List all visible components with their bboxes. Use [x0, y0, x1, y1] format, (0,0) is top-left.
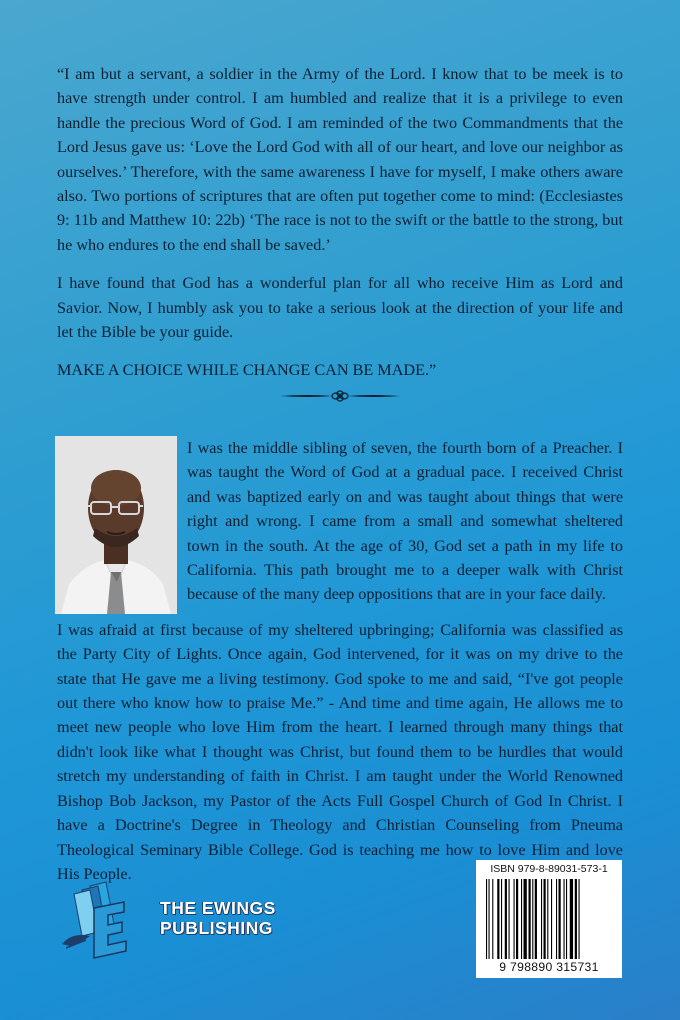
- publisher-logo: [60, 880, 310, 970]
- barcode-digits: 9 798890 315731: [499, 960, 599, 974]
- quote-paragraph-2: I have found that God has a wonderful plan for all who receive Him as Lord and Savior. Now, I humbly ask you to take a serious look at the direction of your life and let the Bible be your guide.: [57, 274, 623, 342]
- isbn-barcode: [476, 860, 622, 978]
- book-quill-icon: [60, 880, 160, 970]
- author-bio: [57, 436, 623, 897]
- publisher-name-line-1: THE EWINGS: [160, 898, 276, 918]
- back-cover-quote: [57, 62, 623, 397]
- quote-paragraph-3: MAKE A CHOICE WHILE CHANGE CAN BE MADE.”: [57, 361, 437, 380]
- barcode-bars: [484, 879, 614, 959]
- publisher-name-line-2: PUBLISHING: [160, 918, 273, 938]
- ornamental-divider: [278, 388, 402, 404]
- quote-paragraph-1: “I am but a servant, a soldier in the Army of the Lord. I know that to be meek is to have strength under control. I am humbled and realize that it is a privilege to even handle the precious Word of God. I am reminded of the two Commandments that the Lord Jesus gave us: ‘Love the Lord God with all of our heart, and love our neighbor as ourselves.’ Therefore, with the same awareness I have for myself, I make others aware also. Two portions of scriptures that are often put together come to mind: (Ecclesiastes 9: 11b and Matthew 10: 22b) ‘The race is not to the swift or the battle to the strong, but he who endures to the end shall be saved.’: [57, 65, 623, 254]
- bio-paragraph-1: I was the middle sibling of seven, the fourth born of a Preacher. I was taught the Word of God at a gradual pace. I received Christ and was baptized early on and was taught about things that were right and wrong. I came from a small and somewhat sheltered town in the south. At the age of 30, God set a path in my life to California. This path brought me to a deeper walk with Christ because of the many deep oppositions that are in your face daily.: [187, 439, 623, 604]
- isbn-label: ISBN 979-8-89031-573-1: [490, 863, 608, 875]
- bio-paragraph-2: I was afraid at first because of my sheltered upbringing; California was classified as the Party City of Lights. Once again, God intervened, for it was on my drive to the state that He gave me a living testimony. God spoke to me and said, “I've got people out there who know how to praise Me.” - And time and time again, He allows me to meet new people who love Him from the heart. I learned through many things that didn't look like what I thought was Christ, but found them to be hurdles that would stretch my understanding of faith in Christ. I am taught under the World Renowned Bishop Bob Jackson, my Pastor of the Acts Full Gospel Church of God In Christ. I have a Doctrine's Degree in Theology and Christian Counseling from Pneuma Theological Seminary Bible College. God is teaching me how to love Him and love His People.: [57, 620, 623, 883]
